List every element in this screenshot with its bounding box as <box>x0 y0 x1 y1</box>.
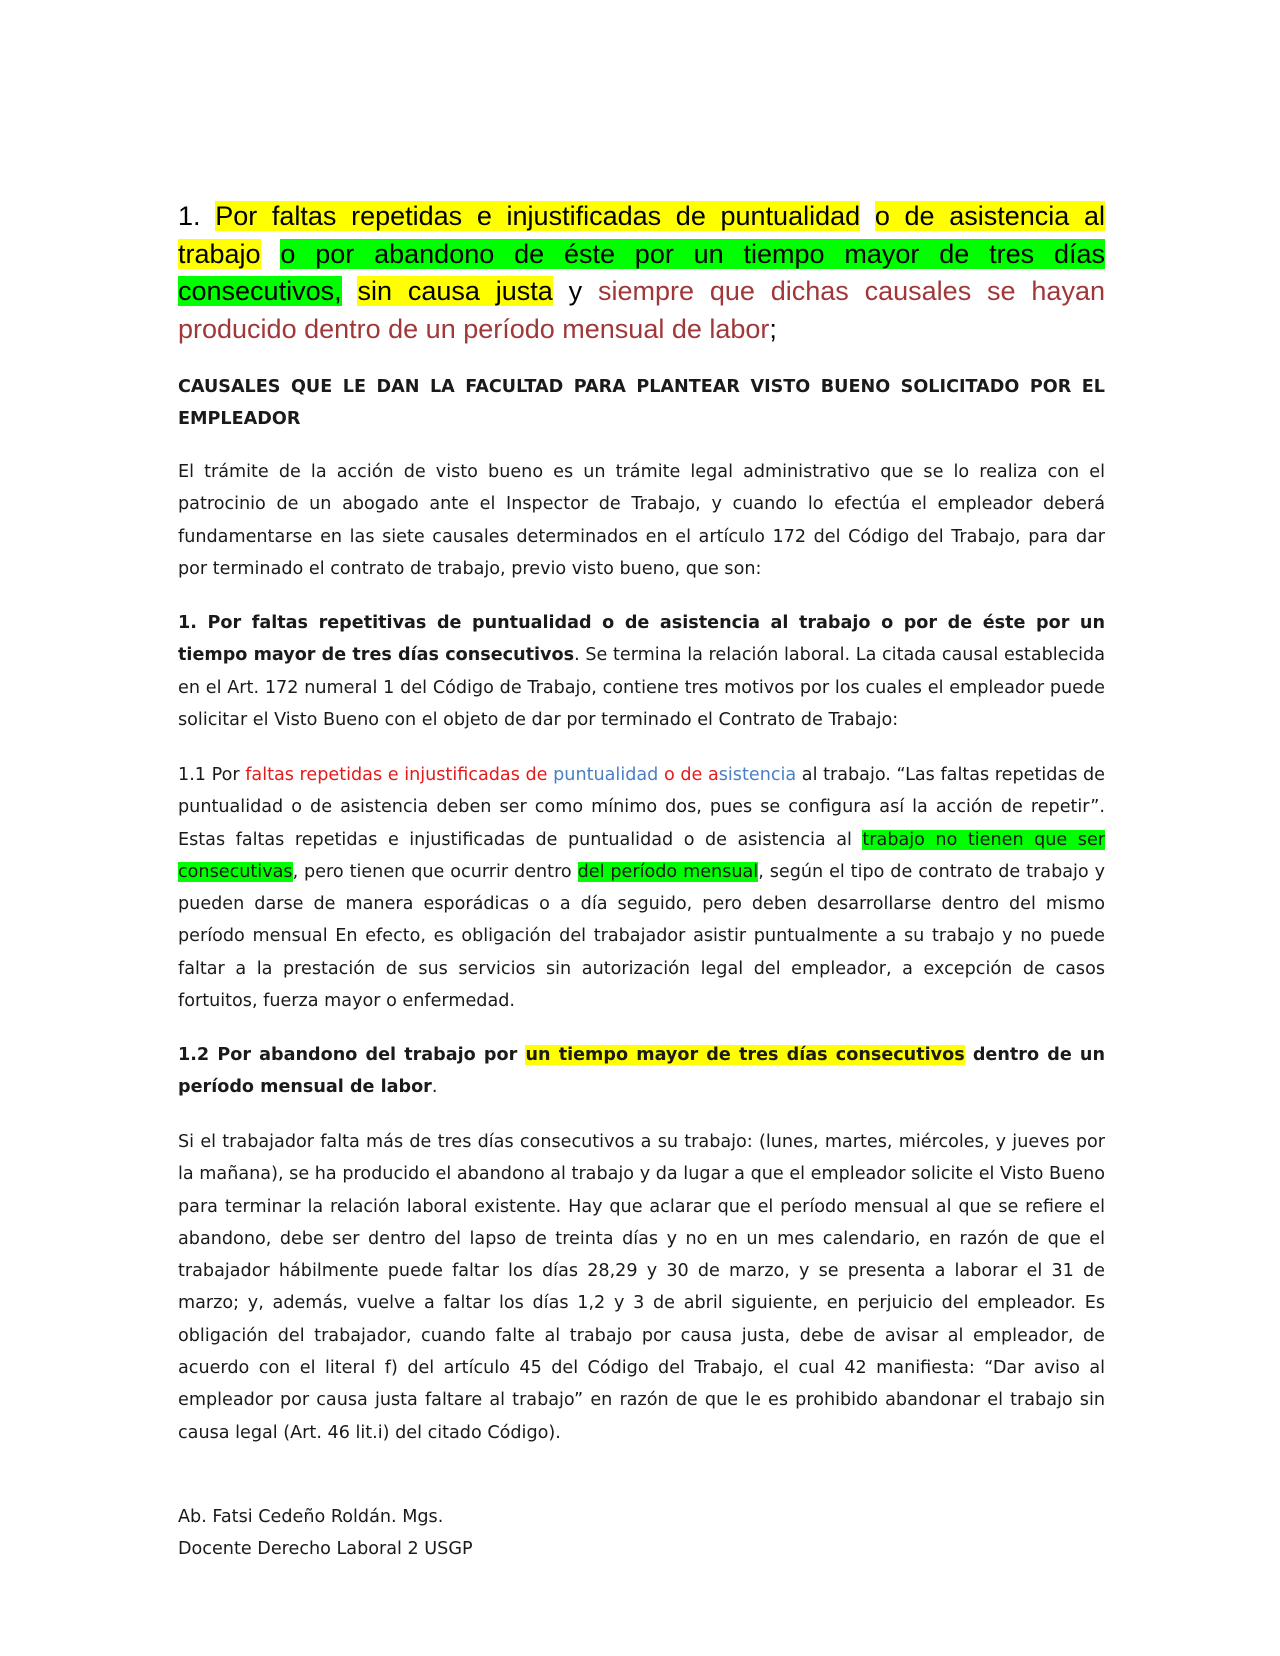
paragraph-causal-1-2-title <box>178 1039 1105 1104</box>
intro-highlight-green: o por abandono de éste por un tiempo mayor de tres días consecutivos, <box>178 238 1105 306</box>
paragraph-visto-bueno-intro: El trámite de la acción de visto bueno es un trámite legal administrativo que se lo realiza con el patrocinio de un abogado ante el Inspector de Trabajo, y cuando lo efectúa el empleador deberá fundamentarse en las siete causales determinados en el artículo 172 del Código del Trabajo, para dar por terminado el contrato de trabajo, previo visto bueno, que son: <box>178 462 1105 579</box>
p3-h: , pero tienen que ocurrir dentro <box>292 861 578 882</box>
p3-red-text: faltas repetidas e injustificadas de <box>245 765 554 785</box>
causal-1-text: . Se termina la relación laboral. La citada causal establecida en el Art. 172 numeral 1 del Código de Trabajo, contiene tres motivos por los cuales el empleador puede solicitar el Visto Bueno con el objeto de dar por terminado el Contrato de Trabajo: <box>178 645 1106 730</box>
causal-1-title: 1. Por faltas repetitivas de puntualidad o de asistencia al trabajo o por de éste por un tiempo mayor de tres días consecutivos <box>178 613 1105 666</box>
intro-space-1 <box>860 201 875 231</box>
intro-space-3 <box>342 276 358 306</box>
p3-a: 1.1 Por <box>178 765 246 785</box>
p3-highlight-green-2: del período mensual <box>577 861 759 882</box>
p3-blue-text-1: puntualidad <box>553 765 659 785</box>
p4-highlight-yellow: un tiempo mayor de tres días consecutivos <box>525 1045 965 1065</box>
intro-highlight-yellow-2: o de asistencia al trabajo <box>178 201 1105 269</box>
intro-colored-text: siempre que dichas causales se hayan producido dentro de un período mensual de labor <box>178 276 1105 344</box>
intro-number: 1. <box>178 201 216 231</box>
intro-causal-paragraph <box>178 198 1105 348</box>
paragraph-causal-1-1 <box>178 759 1105 1017</box>
intro-space-2 <box>261 239 281 269</box>
signature-block <box>178 1501 1105 1566</box>
section-heading: CAUSALES QUE LE DAN LA FACULTAD PARA PLANTEAR VISTO BUENO SOLICITADO POR EL EMPLEADOR <box>178 377 1105 430</box>
p3-red-text-2: o de a <box>658 765 719 785</box>
intro-conjunction: y <box>552 276 598 306</box>
p3-j: , según el tipo de contrato de trabajo y pueden darse de manera esporádicas o a día seguido, pero deben desarrollarse dentro del mismo período mensual En efecto, es obligación del trabajador asistir puntualmente a su trabajo y no puede faltar a la prestación de sus servicios sin autorización legal del empleador, a excepción de casos fortuitos, fuerza mayor o enfermedad. <box>178 861 1105 1012</box>
intro-semicolon: ; <box>769 313 777 344</box>
p4-c: dentro de un período mensual de labor <box>178 1045 1105 1098</box>
signature-name: Ab. Fatsi Cedeño Roldán. Mgs. <box>178 1507 444 1527</box>
signature-title: Docente Derecho Laboral 2 USGP <box>178 1539 473 1560</box>
intro-highlight-yellow-1: Por faltas repetidas e injustificadas de puntualidad <box>215 201 861 231</box>
p4-a: 1.2 Por abandono del trabajo por <box>178 1045 526 1065</box>
intro-highlight-yellow-3: sin causa justa <box>357 276 553 306</box>
p3-highlight-green-1: trabajo no tienen que ser consecutivas <box>178 829 1105 882</box>
paragraph-causal-1 <box>178 607 1105 736</box>
p3-f: al trabajo. “Las faltas repetidas de puntualidad o de asistencia deben ser como mínimo dos, pues se configura así la acción de repetir”. Estas faltas repetidas e injustificadas de puntualidad o de asistencia al <box>178 765 1105 850</box>
p3-blue-text-2: sistencia <box>718 765 797 785</box>
paragraph-abandono: Si el trabajador falta más de tres días consecutivos a su trabajo: (lunes, martes, miércoles, y jueves por la mañana), se ha producido el abandono al trabajo y da lugar a que el empleador solicite el Visto Bueno para terminar la relación laboral existente. Hay que aclarar que el período mensual al que se refiere el abandono, debe ser dentro del lapso de treinta días y no en un mes calendario, en razón de que el trabajador hábilmente puede faltar los días 28,29 y 30 de marzo, y se presenta a laborar el 31 de marzo; y, además, vuelve a faltar los días 1,2 y 3 de abril siguiente, en perjuicio del empleador. Es obligación del trabajador, cuando falte al trabajo por causa justa, debe de avisar al empleador, de acuerdo con el literal f) del artículo 45 del Código del Trabajo, el cual 42 manifiesta: “Dar aviso al empleador por causa justa faltare al trabajo” en razón de que le es prohibido abandonar el trabajo sin causa legal (Art. 46 lit.i) del citado Código). <box>178 1132 1105 1443</box>
p4-d: . <box>431 1077 438 1098</box>
